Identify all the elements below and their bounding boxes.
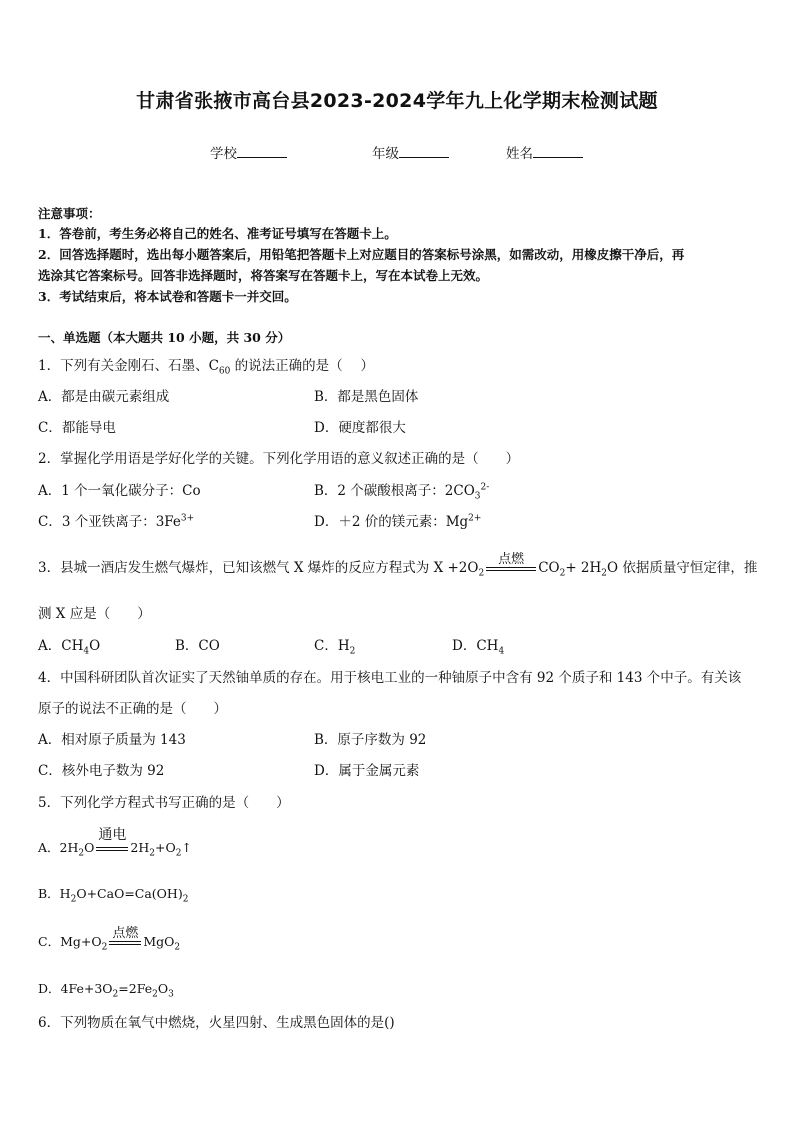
question-4-stem-cont: 原子的说法不正确的是（ ）	[38, 701, 227, 717]
question-2-stem: 2．掌握化学用语是学好化学的关键。下列化学用语的意义叙述正确的是（ ）	[38, 451, 520, 467]
notice-item-3: 3．考试结束后，将本试卷和答题卡一并交回。	[38, 289, 297, 304]
q3-option-b[interactable]: B．CO	[175, 638, 220, 654]
name-blank[interactable]	[533, 145, 583, 158]
page-title: 甘肃省张掖市高台县2023-2024学年九上化学期末检测试题	[136, 90, 658, 112]
grade-field	[372, 142, 449, 162]
grade-label: 年级	[372, 146, 399, 162]
question-5-stem: 5．下列化学方程式书写正确的是（ ）	[38, 795, 290, 811]
q4-option-b[interactable]: B．原子序数为 92	[314, 732, 427, 748]
q4-option-a[interactable]: A．相对原子质量为 143	[38, 732, 186, 748]
school-field	[210, 142, 287, 162]
q2-option-b[interactable]: B．2 个碳酸根离子：$2CO_3^{2-}$	[314, 482, 490, 502]
reaction-condition-arrow: 点燃	[486, 562, 536, 576]
ignition-arrow: 点燃	[109, 936, 141, 950]
q2-option-a[interactable]: A．1 个一氧化碳分子：Co	[38, 483, 201, 499]
q1-option-d[interactable]: D．硬度都很大	[314, 420, 406, 436]
q5-option-b[interactable]: B．$H_2O+CaO=Ca(OH)_2$	[38, 886, 189, 905]
question-1-stem: 1．下列有关金刚石、石墨、$C_{60}$ 的说法正确的是（ ）	[38, 358, 374, 377]
q1-option-a[interactable]: A．都是由碳元素组成	[38, 389, 170, 405]
question-3-stem: 3．县城一酒店发生燃气爆炸，已知该燃气 X 爆炸的反应方程式为 $X +2O_2$ 点燃 $CO_2+ 2H_2O$ 依据质量守恒定律，推	[38, 551, 758, 579]
q5-option-d[interactable]: D．$4Fe+3O_2=2Fe_2O_3$	[38, 981, 174, 1000]
question-4-stem: 4．中国科研团队首次证实了天然铀单质的存在。用于核电工业的一种铀原子中含有 92 个质子和 143 个中子。有关该	[38, 670, 742, 686]
electrolysis-arrow: 通电	[96, 842, 128, 856]
q5-option-a[interactable]: A．$2H_2O$ 通电 $2H_2+O_2↑$	[38, 826, 192, 859]
name-label: 姓名	[506, 146, 533, 162]
notice-item-1: 1．答卷前，考生务必将自己的姓名、准考证号填写在答题卡上。	[38, 226, 397, 241]
question-3-stem-cont: 测 X 应是（ ）	[38, 606, 151, 622]
question-6-stem: 6．下列物质在氧气中燃烧，火星四射、生成黑色固体的是()	[38, 1015, 395, 1031]
notice-heading: 注意事项：	[38, 206, 101, 221]
q3-option-a[interactable]: A．$CH_4O$	[38, 638, 101, 657]
name-field	[506, 142, 583, 162]
q4-option-d[interactable]: D．属于金属元素	[314, 763, 420, 779]
q2-option-d[interactable]: D．＋2 价的镁元素：$Mg^{2+}$	[314, 513, 482, 530]
notice-item-2-cont: 选涂其它答案标号。回答非选择题时，将答案写在答题卡上，写在本试卷上无效。	[38, 268, 489, 283]
school-blank[interactable]	[237, 145, 287, 158]
notice-item-2: 2．回答选择题时，选出每小题答案后，用铅笔把答题卡上对应题目的答案标号涂黑，如需改动，用橡皮擦干净后，再	[38, 247, 685, 262]
q2-option-c[interactable]: C．3 个亚铁离子：$3Fe^{3+}$	[38, 513, 195, 530]
q1-option-b[interactable]: B．都是黑色固体	[314, 389, 419, 405]
q3-option-c[interactable]: C．$H_2$	[314, 638, 356, 657]
q4-option-c[interactable]: C．核外电子数为 92	[38, 763, 165, 779]
q3-option-d[interactable]: D．$CH_4$	[452, 638, 505, 657]
q5-option-c[interactable]: C．$Mg+O_2$ 点燃 MgO$_2$	[38, 925, 181, 953]
grade-blank[interactable]	[399, 145, 449, 158]
school-label: 学校	[210, 146, 237, 162]
section-heading: 一、单选题（本大题共 10 小题，共 30 分）	[38, 330, 291, 345]
q1-option-c[interactable]: C．都能导电	[38, 420, 116, 436]
